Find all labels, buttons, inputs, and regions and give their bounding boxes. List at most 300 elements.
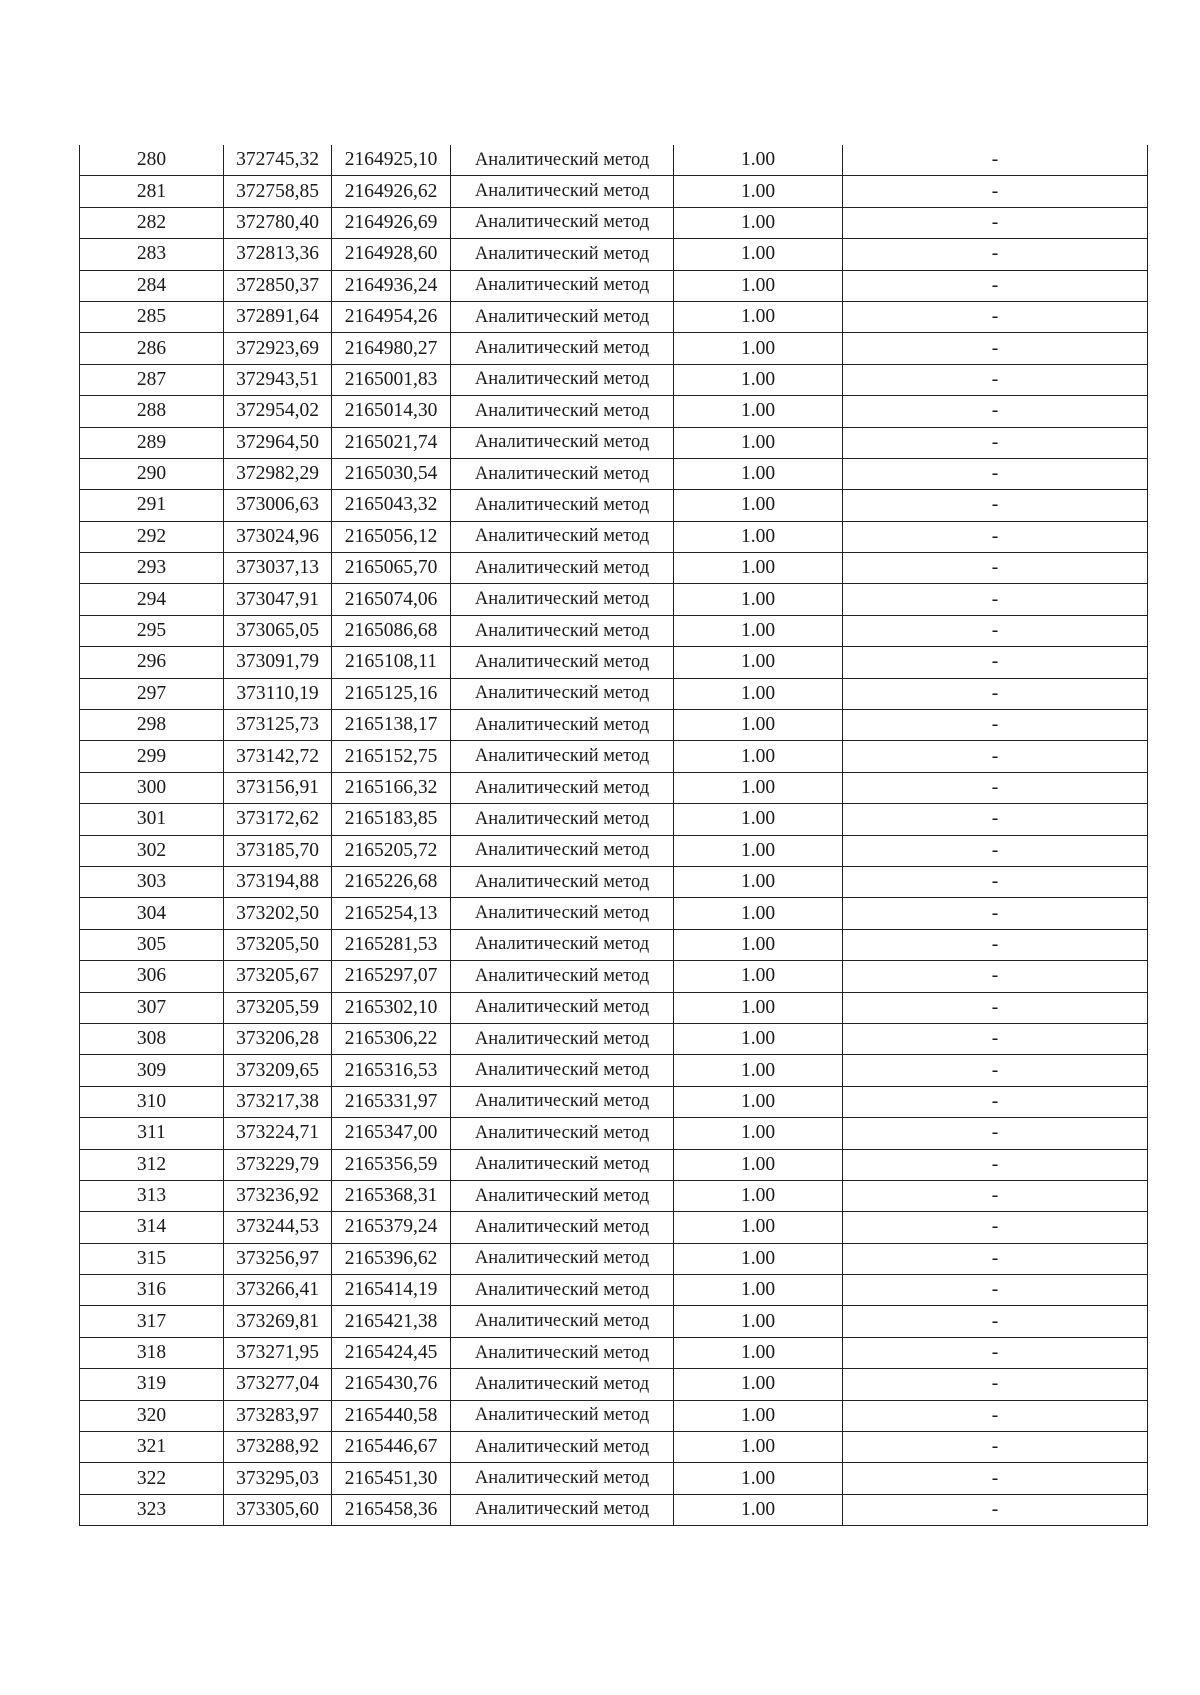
accuracy-cell: 1.00 [674,835,843,866]
description-cell: - [843,866,1148,897]
accuracy-cell: 1.00 [674,741,843,772]
method-cell: Аналитический метод [451,1149,674,1180]
x-coordinate-cell: 373277,04 [224,1369,332,1400]
accuracy-cell: 1.00 [674,1337,843,1368]
accuracy-cell: 1.00 [674,1369,843,1400]
x-coordinate-cell: 373288,92 [224,1432,332,1463]
x-coordinate-cell: 373266,41 [224,1275,332,1306]
x-coordinate-cell: 373305,60 [224,1494,332,1525]
table-row [80,1180,1148,1211]
description-cell: - [843,1212,1148,1243]
x-coordinate-cell: 372943,51 [224,364,332,395]
y-coordinate-cell: 2165001,83 [332,364,451,395]
x-coordinate-cell: 373065,05 [224,615,332,646]
x-coordinate-cell: 373091,79 [224,647,332,678]
description-cell: - [843,615,1148,646]
accuracy-cell: 1.00 [674,396,843,427]
table-row [80,1118,1148,1149]
method-cell: Аналитический метод [451,1369,674,1400]
description-cell: - [843,1337,1148,1368]
accuracy-cell: 1.00 [674,1400,843,1431]
y-coordinate-cell: 2165086,68 [332,615,451,646]
y-coordinate-cell: 2165254,13 [332,898,451,929]
y-coordinate-cell: 2165396,62 [332,1243,451,1274]
point-number-cell: 282 [80,207,224,238]
table-row [80,301,1148,332]
accuracy-cell: 1.00 [674,490,843,521]
accuracy-cell: 1.00 [674,992,843,1023]
method-cell: Аналитический метод [451,1180,674,1211]
point-number-cell: 316 [80,1275,224,1306]
description-cell: - [843,207,1148,238]
method-cell: Аналитический метод [451,647,674,678]
accuracy-cell: 1.00 [674,772,843,803]
description-cell: - [843,145,1148,176]
point-number-cell: 289 [80,427,224,458]
method-cell: Аналитический метод [451,772,674,803]
accuracy-cell: 1.00 [674,898,843,929]
method-cell: Аналитический метод [451,898,674,929]
description-cell: - [843,1494,1148,1525]
accuracy-cell: 1.00 [674,1023,843,1054]
x-coordinate-cell: 373244,53 [224,1212,332,1243]
coordinates-table [79,145,1148,1526]
description-cell: - [843,490,1148,521]
y-coordinate-cell: 2165021,74 [332,427,451,458]
description-cell: - [843,898,1148,929]
y-coordinate-cell: 2165414,19 [332,1275,451,1306]
accuracy-cell: 1.00 [674,647,843,678]
y-coordinate-cell: 2165424,45 [332,1337,451,1368]
accuracy-cell: 1.00 [674,1275,843,1306]
y-coordinate-cell: 2165226,68 [332,866,451,897]
x-coordinate-cell: 373006,63 [224,490,332,521]
table-row [80,239,1148,270]
table-row [80,490,1148,521]
table-row [80,1243,1148,1274]
point-number-cell: 317 [80,1306,224,1337]
method-cell: Аналитический метод [451,301,674,332]
accuracy-cell: 1.00 [674,521,843,552]
accuracy-cell: 1.00 [674,678,843,709]
accuracy-cell: 1.00 [674,207,843,238]
description-cell: - [843,1306,1148,1337]
method-cell: Аналитический метод [451,207,674,238]
point-number-cell: 283 [80,239,224,270]
point-number-cell: 298 [80,710,224,741]
point-number-cell: 285 [80,301,224,332]
y-coordinate-cell: 2165440,58 [332,1400,451,1431]
point-number-cell: 308 [80,1023,224,1054]
point-number-cell: 313 [80,1180,224,1211]
x-coordinate-cell: 373205,59 [224,992,332,1023]
y-coordinate-cell: 2164980,27 [332,333,451,364]
description-cell: - [843,458,1148,489]
table-row [80,1086,1148,1117]
accuracy-cell: 1.00 [674,333,843,364]
point-number-cell: 296 [80,647,224,678]
point-number-cell: 306 [80,961,224,992]
y-coordinate-cell: 2165451,30 [332,1463,451,1494]
y-coordinate-cell: 2164926,69 [332,207,451,238]
table-row [80,521,1148,552]
method-cell: Аналитический метод [451,1432,674,1463]
accuracy-cell: 1.00 [674,458,843,489]
accuracy-cell: 1.00 [674,301,843,332]
y-coordinate-cell: 2165306,22 [332,1023,451,1054]
y-coordinate-cell: 2165302,10 [332,992,451,1023]
table-row [80,1023,1148,1054]
x-coordinate-cell: 373156,91 [224,772,332,803]
description-cell: - [843,1023,1148,1054]
description-cell: - [843,961,1148,992]
accuracy-cell: 1.00 [674,1180,843,1211]
point-number-cell: 318 [80,1337,224,1368]
description-cell: - [843,772,1148,803]
accuracy-cell: 1.00 [674,427,843,458]
method-cell: Аналитический метод [451,1400,674,1431]
description-cell: - [843,176,1148,207]
description-cell: - [843,427,1148,458]
accuracy-cell: 1.00 [674,804,843,835]
y-coordinate-cell: 2165125,16 [332,678,451,709]
method-cell: Аналитический метод [451,615,674,646]
point-number-cell: 310 [80,1086,224,1117]
x-coordinate-cell: 373142,72 [224,741,332,772]
x-coordinate-cell: 373209,65 [224,1055,332,1086]
method-cell: Аналитический метод [451,992,674,1023]
description-cell: - [843,364,1148,395]
y-coordinate-cell: 2165152,75 [332,741,451,772]
x-coordinate-cell: 372923,69 [224,333,332,364]
y-coordinate-cell: 2165205,72 [332,835,451,866]
description-cell: - [843,584,1148,615]
x-coordinate-cell: 372745,32 [224,145,332,176]
method-cell: Аналитический метод [451,804,674,835]
x-coordinate-cell: 372850,37 [224,270,332,301]
point-number-cell: 286 [80,333,224,364]
method-cell: Аналитический метод [451,678,674,709]
point-number-cell: 312 [80,1149,224,1180]
description-cell: - [843,741,1148,772]
accuracy-cell: 1.00 [674,1055,843,1086]
point-number-cell: 315 [80,1243,224,1274]
x-coordinate-cell: 373271,95 [224,1337,332,1368]
y-coordinate-cell: 2164925,10 [332,145,451,176]
method-cell: Аналитический метод [451,176,674,207]
method-cell: Аналитический метод [451,270,674,301]
table-row [80,396,1148,427]
description-cell: - [843,804,1148,835]
description-cell: - [843,1369,1148,1400]
accuracy-cell: 1.00 [674,1086,843,1117]
point-number-cell: 314 [80,1212,224,1243]
description-cell: - [843,1275,1148,1306]
method-cell: Аналитический метод [451,1243,674,1274]
description-cell: - [843,992,1148,1023]
table-row [80,1432,1148,1463]
x-coordinate-cell: 372780,40 [224,207,332,238]
table-row [80,1463,1148,1494]
method-cell: Аналитический метод [451,710,674,741]
description-cell: - [843,553,1148,584]
x-coordinate-cell: 372964,50 [224,427,332,458]
y-coordinate-cell: 2165065,70 [332,553,451,584]
x-coordinate-cell: 373224,71 [224,1118,332,1149]
y-coordinate-cell: 2165297,07 [332,961,451,992]
x-coordinate-cell: 372891,64 [224,301,332,332]
table-row [80,741,1148,772]
y-coordinate-cell: 2165074,06 [332,584,451,615]
x-coordinate-cell: 373229,79 [224,1149,332,1180]
accuracy-cell: 1.00 [674,176,843,207]
table-row [80,1494,1148,1525]
y-coordinate-cell: 2165316,53 [332,1055,451,1086]
y-coordinate-cell: 2164936,24 [332,270,451,301]
table-row [80,710,1148,741]
accuracy-cell: 1.00 [674,584,843,615]
x-coordinate-cell: 373110,19 [224,678,332,709]
accuracy-cell: 1.00 [674,364,843,395]
accuracy-cell: 1.00 [674,710,843,741]
y-coordinate-cell: 2165138,17 [332,710,451,741]
table-row [80,1306,1148,1337]
table-row [80,1055,1148,1086]
y-coordinate-cell: 2165379,24 [332,1212,451,1243]
description-cell: - [843,333,1148,364]
description-cell: - [843,1400,1148,1431]
description-cell: - [843,647,1148,678]
x-coordinate-cell: 373295,03 [224,1463,332,1494]
description-cell: - [843,1118,1148,1149]
description-cell: - [843,1180,1148,1211]
description-cell: - [843,1086,1148,1117]
x-coordinate-cell: 373047,91 [224,584,332,615]
y-coordinate-cell: 2165458,36 [332,1494,451,1525]
y-coordinate-cell: 2165043,32 [332,490,451,521]
method-cell: Аналитический метод [451,239,674,270]
method-cell: Аналитический метод [451,396,674,427]
description-cell: - [843,521,1148,552]
x-coordinate-cell: 373256,97 [224,1243,332,1274]
point-number-cell: 322 [80,1463,224,1494]
x-coordinate-cell: 373236,92 [224,1180,332,1211]
point-number-cell: 311 [80,1118,224,1149]
method-cell: Аналитический метод [451,584,674,615]
point-number-cell: 304 [80,898,224,929]
table-row [80,145,1148,176]
accuracy-cell: 1.00 [674,1212,843,1243]
point-number-cell: 293 [80,553,224,584]
y-coordinate-cell: 2165421,38 [332,1306,451,1337]
y-coordinate-cell: 2164954,26 [332,301,451,332]
accuracy-cell: 1.00 [674,615,843,646]
point-number-cell: 305 [80,929,224,960]
accuracy-cell: 1.00 [674,1494,843,1525]
method-cell: Аналитический метод [451,1494,674,1525]
x-coordinate-cell: 373037,13 [224,553,332,584]
table-row [80,364,1148,395]
point-number-cell: 284 [80,270,224,301]
table-row [80,804,1148,835]
method-cell: Аналитический метод [451,145,674,176]
x-coordinate-cell: 373194,88 [224,866,332,897]
table-row [80,553,1148,584]
description-cell: - [843,1149,1148,1180]
method-cell: Аналитический метод [451,333,674,364]
method-cell: Аналитический метод [451,835,674,866]
y-coordinate-cell: 2165183,85 [332,804,451,835]
point-number-cell: 281 [80,176,224,207]
description-cell: - [843,678,1148,709]
description-cell: - [843,396,1148,427]
method-cell: Аналитический метод [451,1118,674,1149]
y-coordinate-cell: 2165446,67 [332,1432,451,1463]
accuracy-cell: 1.00 [674,1306,843,1337]
point-number-cell: 319 [80,1369,224,1400]
description-cell: - [843,835,1148,866]
table-row [80,961,1148,992]
x-coordinate-cell: 373205,50 [224,929,332,960]
table-row [80,1369,1148,1400]
method-cell: Аналитический метод [451,521,674,552]
method-cell: Аналитический метод [451,364,674,395]
accuracy-cell: 1.00 [674,145,843,176]
x-coordinate-cell: 373172,62 [224,804,332,835]
method-cell: Аналитический метод [451,1306,674,1337]
table-row [80,1337,1148,1368]
point-number-cell: 301 [80,804,224,835]
table-row [80,333,1148,364]
point-number-cell: 290 [80,458,224,489]
point-number-cell: 321 [80,1432,224,1463]
y-coordinate-cell: 2165281,53 [332,929,451,960]
accuracy-cell: 1.00 [674,1243,843,1274]
x-coordinate-cell: 372813,36 [224,239,332,270]
description-cell: - [843,301,1148,332]
y-coordinate-cell: 2165108,11 [332,647,451,678]
table-row [80,458,1148,489]
point-number-cell: 295 [80,615,224,646]
point-number-cell: 303 [80,866,224,897]
method-cell: Аналитический метод [451,1023,674,1054]
description-cell: - [843,1055,1148,1086]
point-number-cell: 294 [80,584,224,615]
point-number-cell: 297 [80,678,224,709]
y-coordinate-cell: 2165368,31 [332,1180,451,1211]
table-row [80,176,1148,207]
method-cell: Аналитический метод [451,1275,674,1306]
x-coordinate-cell: 373205,67 [224,961,332,992]
method-cell: Аналитический метод [451,741,674,772]
point-number-cell: 299 [80,741,224,772]
point-number-cell: 291 [80,490,224,521]
description-cell: - [843,270,1148,301]
x-coordinate-cell: 373202,50 [224,898,332,929]
y-coordinate-cell: 2165347,00 [332,1118,451,1149]
x-coordinate-cell: 373206,28 [224,1023,332,1054]
y-coordinate-cell: 2165166,32 [332,772,451,803]
point-number-cell: 292 [80,521,224,552]
accuracy-cell: 1.00 [674,866,843,897]
description-cell: - [843,929,1148,960]
accuracy-cell: 1.00 [674,1149,843,1180]
method-cell: Аналитический метод [451,1337,674,1368]
description-cell: - [843,239,1148,270]
table-row [80,835,1148,866]
table-row [80,929,1148,960]
method-cell: Аналитический метод [451,1055,674,1086]
table-row [80,898,1148,929]
table-row [80,1212,1148,1243]
x-coordinate-cell: 372758,85 [224,176,332,207]
table-row [80,207,1148,238]
table-row [80,1275,1148,1306]
method-cell: Аналитический метод [451,961,674,992]
accuracy-cell: 1.00 [674,553,843,584]
accuracy-cell: 1.00 [674,270,843,301]
point-number-cell: 307 [80,992,224,1023]
accuracy-cell: 1.00 [674,1432,843,1463]
x-coordinate-cell: 373269,81 [224,1306,332,1337]
method-cell: Аналитический метод [451,1086,674,1117]
method-cell: Аналитический метод [451,866,674,897]
method-cell: Аналитический метод [451,929,674,960]
point-number-cell: 287 [80,364,224,395]
point-number-cell: 288 [80,396,224,427]
y-coordinate-cell: 2165356,59 [332,1149,451,1180]
point-number-cell: 302 [80,835,224,866]
x-coordinate-cell: 372982,29 [224,458,332,489]
x-coordinate-cell: 373283,97 [224,1400,332,1431]
table-row [80,270,1148,301]
method-cell: Аналитический метод [451,1463,674,1494]
description-cell: - [843,1463,1148,1494]
point-number-cell: 280 [80,145,224,176]
description-cell: - [843,1432,1148,1463]
y-coordinate-cell: 2165030,54 [332,458,451,489]
point-number-cell: 309 [80,1055,224,1086]
y-coordinate-cell: 2165331,97 [332,1086,451,1117]
accuracy-cell: 1.00 [674,239,843,270]
accuracy-cell: 1.00 [674,1118,843,1149]
x-coordinate-cell: 373024,96 [224,521,332,552]
y-coordinate-cell: 2165056,12 [332,521,451,552]
table-body [80,145,1148,1526]
point-number-cell: 323 [80,1494,224,1525]
description-cell: - [843,710,1148,741]
table-row [80,427,1148,458]
accuracy-cell: 1.00 [674,1463,843,1494]
table-row [80,1400,1148,1431]
x-coordinate-cell: 373185,70 [224,835,332,866]
y-coordinate-cell: 2165014,30 [332,396,451,427]
table-row [80,647,1148,678]
y-coordinate-cell: 2164926,62 [332,176,451,207]
description-cell: - [843,1243,1148,1274]
method-cell: Аналитический метод [451,490,674,521]
y-coordinate-cell: 2164928,60 [332,239,451,270]
accuracy-cell: 1.00 [674,961,843,992]
accuracy-cell: 1.00 [674,929,843,960]
point-number-cell: 300 [80,772,224,803]
method-cell: Аналитический метод [451,553,674,584]
method-cell: Аналитический метод [451,458,674,489]
point-number-cell: 320 [80,1400,224,1431]
y-coordinate-cell: 2165430,76 [332,1369,451,1400]
table-row [80,678,1148,709]
table-row [80,992,1148,1023]
